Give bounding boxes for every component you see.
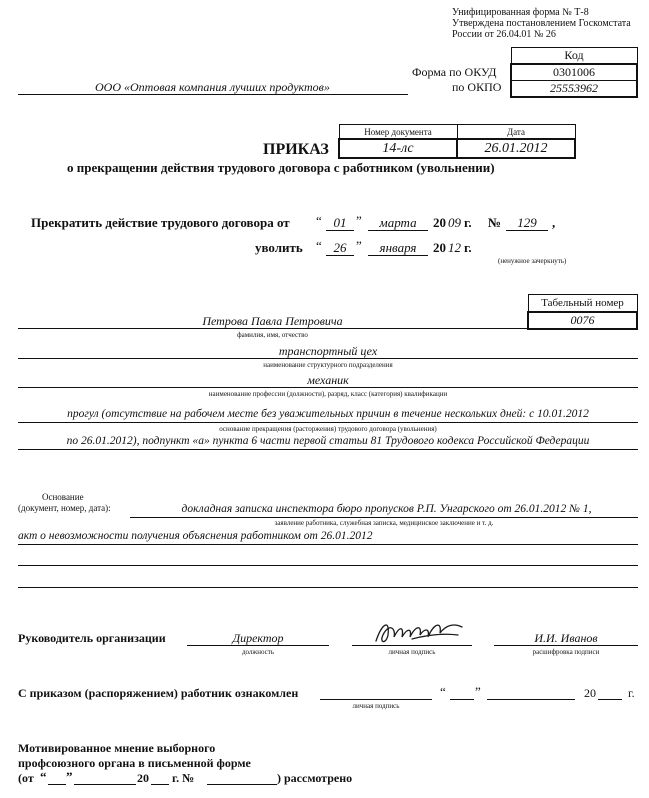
grounds-line1-underline <box>18 422 638 423</box>
order-number-table <box>338 124 576 159</box>
organization-name: ООО «Оптовая компания лучших продуктов» <box>95 80 330 94</box>
tab-number-table <box>527 294 638 330</box>
order-subtitle: о прекращении действия трудового договора с работником (увольнении) <box>67 160 495 175</box>
head-name-line <box>494 645 638 646</box>
terminate-year-g: г. <box>464 215 472 230</box>
date-header: Дата <box>457 125 575 140</box>
form-header-line: Утверждена постановлением Госкомстата <box>452 18 631 29</box>
form-header-line: Унифицированная форма № Т-8 <box>452 7 589 18</box>
head-signature-caption: личная подпись <box>388 648 436 656</box>
terminate-number-label: № <box>488 215 502 230</box>
dismiss-quote-close: ” <box>356 238 362 253</box>
union-line: профсоюзного органа в письменной форме <box>18 756 251 770</box>
codes-table <box>510 47 638 98</box>
acquainted-signature-line <box>320 699 432 700</box>
doc-date: 26.01.2012 <box>457 139 575 158</box>
union-year-g: г. № <box>172 771 195 785</box>
dismiss-month: января <box>379 240 417 255</box>
union-year-prefix: 20 <box>137 771 149 785</box>
basis-caption: заявление работника, служебная записка, медицинское заключение и т. д. <box>274 519 494 527</box>
basis-extra-line <box>18 565 638 566</box>
okud-label: Форма по ОКУД <box>412 65 497 79</box>
terminate-quote-close: ” <box>356 213 362 228</box>
position-line <box>18 387 638 388</box>
union-day-line <box>48 784 66 785</box>
employee-name-caption: фамилия, имя, отчество <box>237 331 308 339</box>
acquainted-year-line <box>598 699 622 700</box>
acquainted-signature-caption: личная подпись <box>352 702 400 710</box>
strikeout-note: (ненужное зачеркнуть) <box>498 257 567 265</box>
grounds-line2-underline <box>18 449 638 450</box>
department-line <box>18 358 638 359</box>
terminate-number-line <box>506 230 548 231</box>
union-month-line <box>74 784 136 785</box>
okpo-value: 25553962 <box>511 81 637 98</box>
kod-header: Код <box>511 48 637 65</box>
acquainted-quote-close: ” <box>475 684 481 699</box>
union-quote-open: “ <box>40 769 47 784</box>
grounds-line2: по 26.01.2012), подпункт «а» пункта 6 части первой статьи 81 Трудового кодекса Российской Федерации <box>66 435 590 447</box>
terminate-day: 01 <box>333 215 347 230</box>
head-name: И.И. Иванов <box>534 631 598 645</box>
order-title: ПРИКАЗ <box>263 141 329 158</box>
basis-extra-line <box>18 587 638 588</box>
department-caption: наименование структурного подразделения <box>263 361 393 369</box>
form-header <box>452 7 631 40</box>
terminate-number: 129 <box>517 215 537 230</box>
head-position-caption: должность <box>241 648 275 656</box>
head-label: Руководитель организации <box>18 631 166 645</box>
employee-name: Петрова Павла Петровича <box>202 314 343 328</box>
union-from: (от <box>18 771 34 785</box>
basis-line1: докладная записка инспектора бюро пропусков Р.П. Унгарского от 26.01.2012 № 1, <box>181 503 592 515</box>
grounds-caption: основание прекращения (расторжения) трудового договора (увольнения) <box>219 425 437 433</box>
acquainted-day-line <box>450 699 474 700</box>
acquainted-quote-open: “ <box>440 684 446 699</box>
dismiss-year-g: г. <box>464 240 472 255</box>
employee-name-line <box>18 328 527 329</box>
tab-number-header: Табельный номер <box>528 295 637 313</box>
acquainted-label: С приказом (распоряжением) работник ознакомлен <box>18 686 299 700</box>
terminate-month-line <box>368 230 428 231</box>
terminate-label: Прекратить действие трудового договора от <box>31 215 290 230</box>
union-line: Мотивированное мнение выборного <box>18 741 216 755</box>
position-caption: наименование профессии (должности), разряд, класс (категория) квалификации <box>208 390 448 398</box>
doc-number-header: Номер документа <box>339 125 457 140</box>
union-number-line <box>207 784 277 785</box>
okud-value: 0301006 <box>511 64 637 81</box>
terminate-year-prefix: 20 <box>433 215 446 230</box>
acquainted-year-g: г. <box>628 686 635 700</box>
union-year-line <box>151 784 169 785</box>
terminate-comma: , <box>552 215 556 230</box>
terminate-quote-open: “ <box>316 213 322 228</box>
head-signature <box>372 615 472 649</box>
doc-number: 14-лс <box>339 139 457 158</box>
grounds-line1: прогул (отсутствие на рабочем месте без уважительных причин в течение нескольких дней: с 10.01.2012 <box>67 408 589 420</box>
terminate-year-suffix: 09 <box>448 215 461 230</box>
basis-line2-underline <box>18 544 638 545</box>
head-signature-line <box>352 645 472 646</box>
terminate-month: марта <box>379 215 417 230</box>
dismiss-month-line <box>368 255 428 256</box>
dismiss-year-suffix: 12 <box>448 240 461 255</box>
department: транспортный цех <box>278 344 378 358</box>
dismiss-label: уволить <box>255 240 303 255</box>
acquainted-month-line <box>487 699 575 700</box>
union-reviewed: ) рассмотрено <box>277 771 353 785</box>
dismiss-day-line <box>326 255 354 256</box>
form-header-line: России от 26.04.01 № 26 <box>452 29 556 40</box>
union-block <box>18 741 251 771</box>
head-position: Директор <box>232 631 284 645</box>
position: механик <box>307 373 349 387</box>
head-position-line <box>187 645 329 646</box>
head-name-caption: расшифровка подписи <box>532 648 600 656</box>
union-quote-close: ” <box>66 769 73 784</box>
dismiss-year-prefix: 20 <box>433 240 446 255</box>
organization-underline <box>18 94 408 95</box>
tab-number: 0076 <box>528 312 637 329</box>
basis-sublabel: (документ, номер, дата): <box>18 503 111 513</box>
dismiss-quote-open: “ <box>316 238 322 253</box>
okpo-label: по ОКПО <box>452 80 502 94</box>
basis-line1-underline <box>130 517 638 518</box>
basis-line2: акт о невозможности получения объяснения работником от 26.01.2012 <box>18 530 373 542</box>
terminate-day-line <box>326 230 354 231</box>
dismiss-day: 26 <box>333 240 347 255</box>
basis-label: Основание <box>42 492 84 502</box>
acquainted-year-prefix: 20 <box>584 686 596 700</box>
